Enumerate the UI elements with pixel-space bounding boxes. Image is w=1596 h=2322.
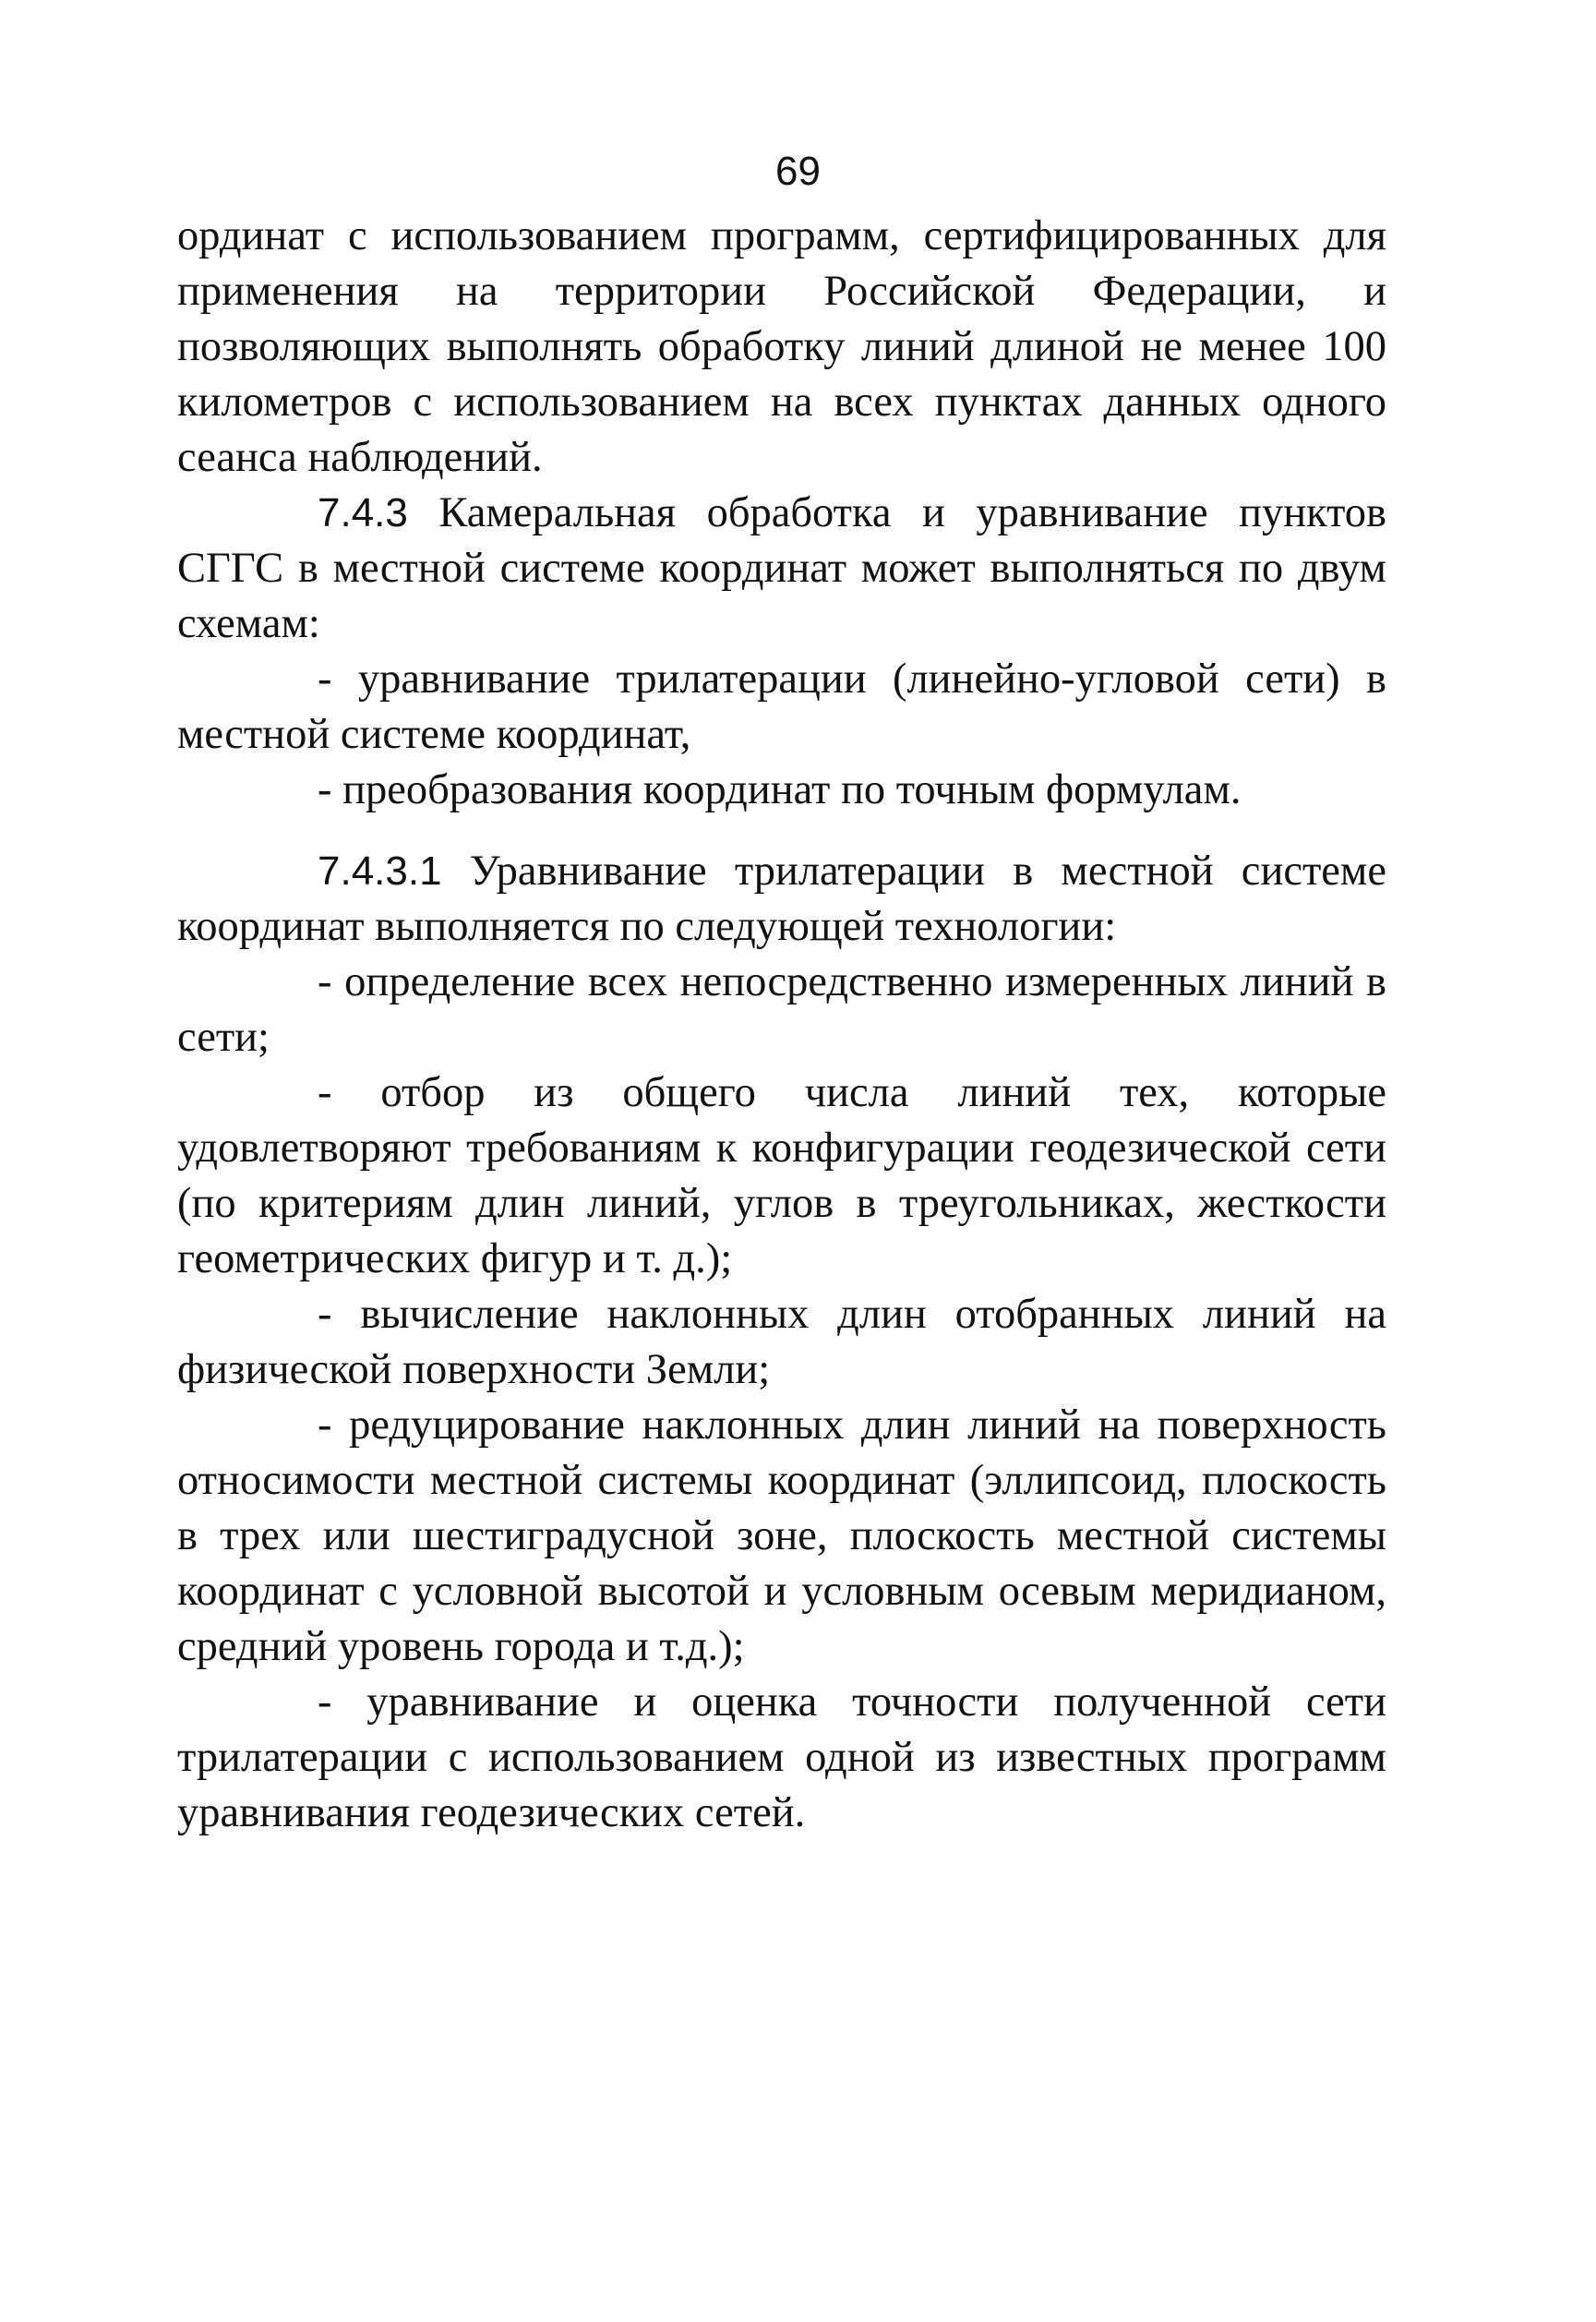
document-body: [177, 209, 1386, 1841]
page-number: 69: [775, 149, 821, 194]
list-item: - преобразования координат по точным формулам.: [318, 766, 1242, 813]
section-text: Камеральная обработка и уравнивание пунктов СГГС в местной системе координат может выполняться по двум схемам:: [177, 489, 1386, 647]
list-item: - вычисление наклонных длин отобранных линий на физической поверхности Земли;: [177, 1291, 1386, 1393]
paragraph-continuation: ординат с использованием программ, сертифицированных для применения на территории Российской Федерации, и позволяющих выполнять обработку линий длиной не менее 100 километров с использованием на всех пунктах данных одного сеанса наблюдений.: [177, 212, 1386, 481]
list-item: - отбор из общего числа линий тех, которые удовлетворяют требованиям к конфигурации геодезической сети (по критериям длин линий, углов в треугольниках, жесткости геометрических фигур и т. д.);: [177, 1069, 1386, 1282]
section-text: Уравнивание трилатерации в местной системе координат выполняется по следующей технологии:: [177, 848, 1386, 950]
section-7-4-3-1: [177, 844, 1386, 955]
section-number: 7.4.3: [318, 490, 408, 535]
list-item: - уравнивание и оценка точности полученной сети трилатерации с использованием одной из известных программ уравнивания геодезических сетей.: [177, 1678, 1386, 1836]
section-number: 7.4.3.1: [318, 848, 442, 894]
list-item: - определение всех непосредственно измеренных линий в сети;: [177, 958, 1386, 1061]
list-item: - уравнивание трилатерации (линейно-угловой сети) в местной системе координат,: [177, 656, 1386, 758]
section-7-4-3: [177, 486, 1386, 652]
list-item: - редуцирование наклонных длин линий на поверхность относимости местной системы координат (эллипсоид, плоскость в трех или шестиградусной зоне, плоскость местной системы координат с условной высотой и условным осевым меридианом, средний уровень города и т.д.);: [177, 1402, 1386, 1670]
